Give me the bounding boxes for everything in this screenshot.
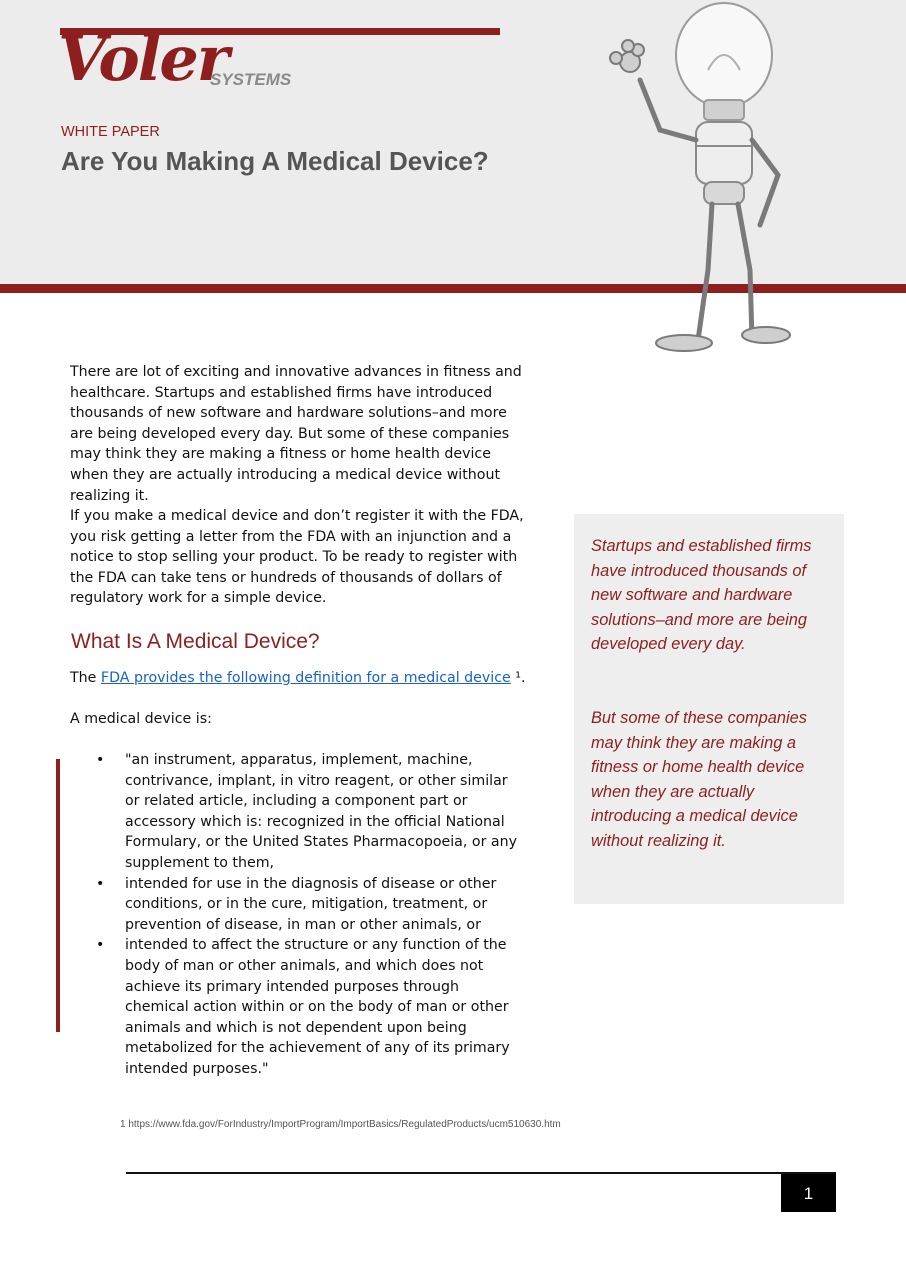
- brand-logo: Voler: [58, 22, 228, 95]
- lightbulb-robot-icon: [600, 0, 800, 360]
- page-number: 1: [781, 1174, 836, 1212]
- robot-hand: [610, 40, 644, 72]
- definition-intro: A medical device is:: [70, 711, 212, 727]
- list-item-text: intended to affect the structure or any function of the body of man or other animals, and which does not achieve its primary intended purposes through chemical action within or on the body of man or other animals and which is not dependent upon being metabolized for the achievement of any of its primary intended purposes.": [125, 937, 510, 1077]
- definition-line: [70, 668, 530, 689]
- bullet-icon: •: [96, 875, 105, 892]
- fda-definition-link[interactable]: FDA provides the following definition for a medical device: [100, 670, 511, 686]
- bullet-icon: •: [96, 937, 105, 954]
- robot-feet: [656, 327, 790, 351]
- list-item-text: "an instrument, apparatus, implement, machine, contrivance, implant, in vitro reagent, or other similar or related article, including a component part or accessory which is: recognized in the official National Formulary, or the United States Pharmacopoeia, or any supplement to them,: [125, 752, 518, 871]
- robot-body: [696, 122, 752, 204]
- list-item: [96, 935, 525, 1079]
- list-item: [96, 874, 525, 936]
- pull-quote-1: Startups and established firms have introduced thousands of new software and hardware solutions–and more are being developed every day.: [591, 537, 812, 654]
- list-item: [96, 750, 525, 874]
- page-title: Are You Making A Medical Device?: [61, 146, 489, 176]
- quote-accent-bar: [56, 759, 60, 1032]
- robot-bulb: [676, 3, 772, 120]
- list-item-text: intended for use in the diagnosis of disease or other conditions, or in the cure, mitigation, treatment, or prevention of disease, in man or other animals, or: [125, 875, 497, 933]
- section-heading: What Is A Medical Device?: [71, 630, 320, 653]
- fda-risk-paragraph: If you make a medical device and don’t register it with the FDA, you risk getting a letter from the FDA with an injunction and a notice to stop selling your product. To be ready to register with the FDA can take tens or hundreds of thousands of dollars of regulatory work for a simple device.: [70, 508, 524, 607]
- footnote: 1 https://www.fda.gov/ForIndustry/ImportProgram/ImportBasics/RegulatedProducts/ucm510630.htm: [120, 1119, 561, 1130]
- footnote-reference: ¹.: [510, 670, 526, 686]
- document-type: WHITE PAPER: [61, 124, 160, 140]
- pull-quote-2: But some of these companies may think they are making a fitness or home health device when they are actually introducing a medical device without realizing it.: [591, 709, 807, 850]
- definition-prefix: The: [70, 670, 101, 686]
- bullet-icon: •: [96, 752, 105, 768]
- intro-paragraph: There are lot of exciting and innovative advances in fitness and healthcare. Startups and established firms have introduced thousands of new software and hardware solutions–and more are being developed every day. But some of these companies may think they are making a fitness or home health device when they are actually introducing a medical device without realizing it.: [70, 364, 522, 504]
- definition-list: [96, 750, 525, 1080]
- brand-logo-subtitle: SYSTEMS: [210, 70, 292, 89]
- robot-legs: [698, 204, 752, 340]
- footer-divider: [126, 1172, 836, 1174]
- pull-quote-box: [574, 514, 844, 904]
